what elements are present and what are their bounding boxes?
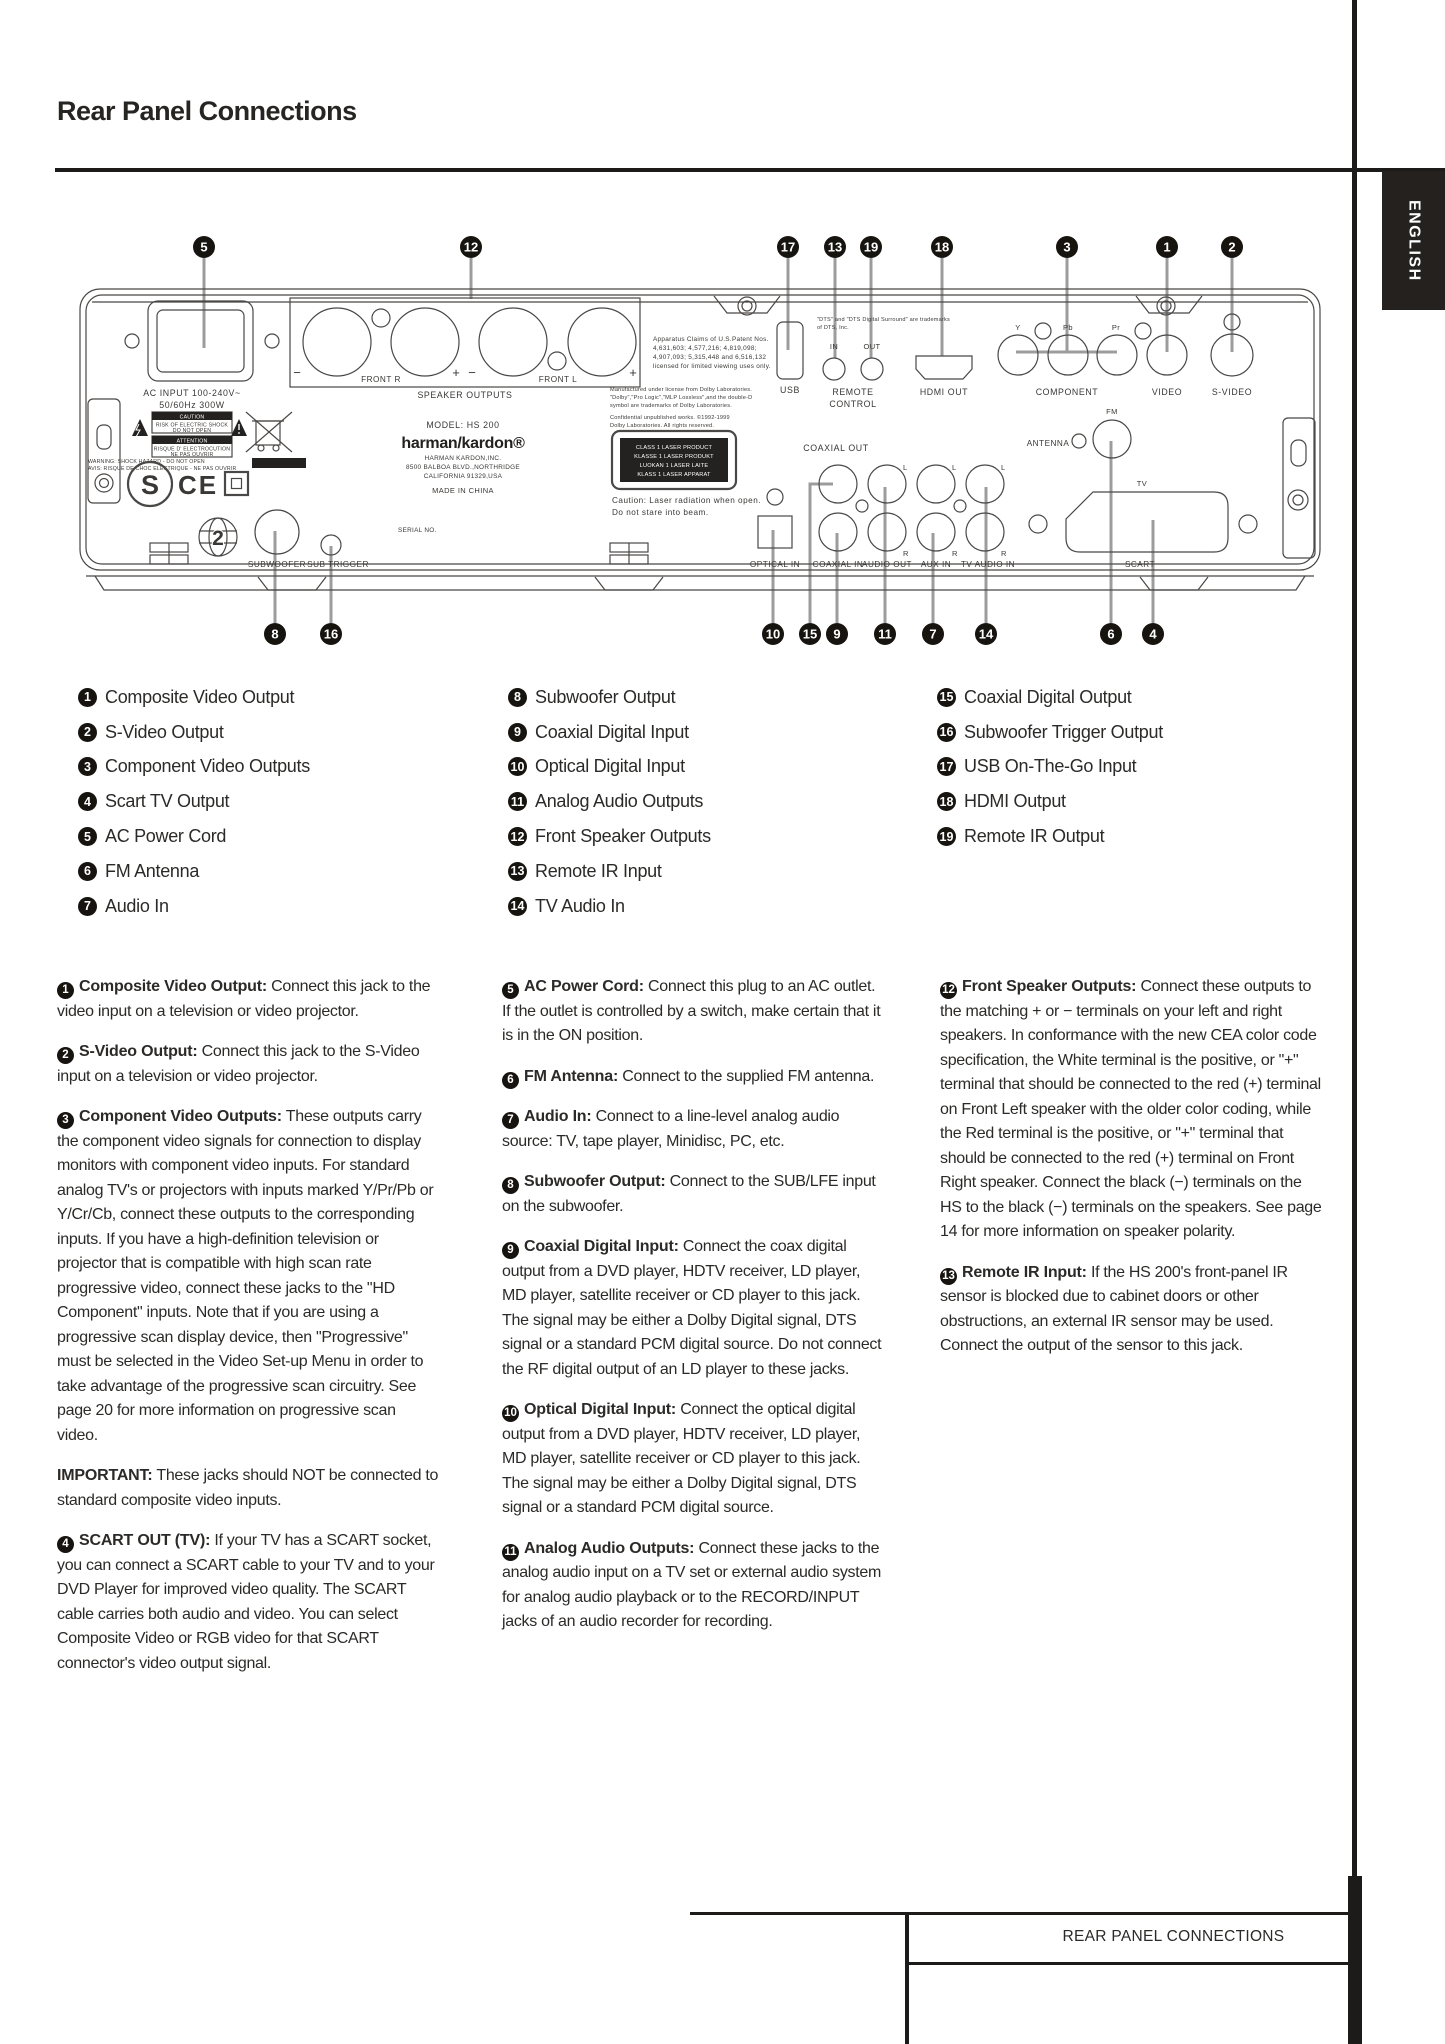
item-heading: Composite Video Output: (79, 978, 267, 995)
audio-jacks (758, 465, 1004, 551)
svg-text:KLASSE 1 LASER PRODUKT: KLASSE 1 LASER PRODUKT (634, 454, 714, 460)
ac-input-label-1: AC INPUT 100-240V~ (143, 388, 241, 398)
svg-text:of DTS, Inc.: of DTS, Inc. (817, 325, 849, 331)
svg-text:17: 17 (780, 239, 796, 255)
item-heading: Subwoofer Output: (524, 1173, 666, 1190)
item-heading: SCART OUT (TV): (79, 1532, 211, 1549)
section-coaxial-digital-input (502, 1235, 884, 1382)
front-l-label: FRONT L (538, 375, 578, 384)
item-heading: S-Video Output: (79, 1043, 198, 1060)
svg-text:16: 16 (323, 626, 339, 642)
body-column-2 (502, 975, 884, 1651)
rear-panel-diagram (0, 178, 1445, 668)
video-label: VIDEO (1151, 387, 1183, 397)
item-body: Connect these jacks to the analog audio input on a TV set or external audio system for analog audio playback or to the RECORD/INPUT jacks of an audio recorder for recording. (502, 1539, 882, 1630)
tv-label: TV (1136, 479, 1148, 488)
item-heading: Optical Digital Input: (524, 1401, 677, 1418)
remote-label-2: CONTROL (829, 399, 877, 409)
legend-item: 10 Optical Digital Input (508, 750, 711, 785)
attention-title: ATTENTION (176, 438, 208, 445)
fm-label: FM (1106, 407, 1118, 416)
section-remote-ir-input (940, 1261, 1322, 1359)
weee-bin-icon (246, 412, 292, 452)
item-number-badge: 13 (940, 1268, 957, 1285)
item-body: These jacks should NOT be connected to standard composite video inputs. (57, 1467, 439, 1509)
item-number-badge: 2 (57, 1047, 74, 1064)
l-label-3: L (1001, 463, 1006, 472)
coaxial-in-label: COAXIAL IN (812, 560, 864, 569)
section-scart-out (57, 1529, 439, 1676)
ac-input-label-2: 50/60Hz 300W (159, 400, 225, 410)
brand-addr1: 8500 BALBOA BLVD.,NORTHRIDGE (405, 464, 521, 471)
item-body: If your TV has a SCART socket, you can connect a SCART cable to your TV and to your DVD Player for improved video quality. The SCART cable carries both audio and video. You can select Composite Video or RGB video for that SCART connector's video output signal. (57, 1532, 435, 1672)
item-number-badge: 1 (57, 982, 74, 999)
y-label: Y (1015, 323, 1021, 332)
svg-text:6: 6 (1107, 626, 1115, 642)
svg-text:5: 5 (200, 239, 208, 255)
aux-in-label: AUX IN (920, 560, 952, 569)
svg-text:4,631,603; 4,577,216; 4,819,: 4,631,603; 4,577,216; 4,819,098; (653, 345, 757, 352)
remote-out-jack (861, 358, 883, 380)
svg-text:Apparatus Claims of U.S.Pat: Apparatus Claims of U.S.Patent Nos. (653, 336, 769, 343)
brand-co: HARMAN KARDON,INC. (424, 455, 502, 462)
remote-label-1: REMOTE (832, 387, 874, 397)
caution-line1: RISK OF ELECTRIC SHOCK (155, 422, 229, 429)
r-label-1: R (903, 549, 909, 558)
item-number-badge: 3 (57, 1112, 74, 1129)
svg-text:CLASS 1 LASER PRODUCT: CLASS 1 LASER PRODUCT (635, 445, 713, 451)
antenna-label: ANTENNA (1026, 439, 1070, 448)
laser-caution-line2: Do not stare into beam. (612, 508, 709, 517)
language-tab-label: ENGLISH (1405, 199, 1423, 282)
usb-port (777, 322, 803, 379)
section-optical-digital-input (502, 1398, 884, 1521)
svg-text:Manufactured under license fro: Manufactured under license from Dolby Laboratories. (610, 387, 753, 393)
pr-label: Pr (1111, 323, 1121, 332)
plus-label-2: + (629, 365, 637, 380)
svg-text:"DTS" and "DTS Digital Surroun: "DTS" and "DTS Digital Surround" are trademarks (817, 317, 950, 323)
item-body: Connect these outputs to the matching + or − terminals on your left and right speakers. In conformance with the new CEA color code specification, the White terminal is the positive, or "+" terminal that should be connected to the red (+) terminal on Front Left speaker with the older color coding, while the Red terminal is the positive, or "+" terminal that should be connected to the red (+) terminal on Front Right speaker. Connect the black (−) terminals on the HS to the black (−) terminals on the speakers. See page 14 for more information on speaker polarity. (940, 978, 1322, 1240)
item-number-badge: 5 (502, 982, 519, 999)
ac-inlet (125, 301, 279, 381)
pb-label: Pb (1063, 323, 1073, 332)
svg-text:4: 4 (1149, 626, 1157, 642)
l-label-1: L (903, 463, 908, 472)
scart-connector (1066, 492, 1228, 552)
s-video-label: S-VIDEO (1211, 387, 1253, 397)
svg-text:Dolby Laboratories. All rights: Dolby Laboratories. All rights reserved. (610, 423, 715, 429)
r-label-3: R (1001, 549, 1007, 558)
coaxial-out-label: COAXIAL OUT (803, 443, 869, 453)
legend-item: 18 HDMI Output (937, 784, 1163, 819)
serial-label: SERIAL NO. (398, 527, 437, 534)
svg-text:symbol are trademarks of Dolby: symbol are trademarks of Dolby Laboratories. (610, 403, 732, 409)
svg-text:"Dolby","Pro Logic","MLP Lossl: "Dolby","Pro Logic","MLP Lossless",and the double-D (610, 395, 753, 401)
title-rule (55, 168, 1445, 172)
audio-out-label: AUDIO OUT (862, 560, 912, 569)
item-body: Connect to the SUB/LFE input on the subwoofer. (502, 1173, 876, 1215)
minus-label-1: − (293, 365, 301, 380)
made-in-label: MADE IN CHINA (432, 486, 494, 495)
item-body: Connect this jack to the S-Video input on a television or video projector. (57, 1043, 420, 1085)
item-heading: Remote IR Input: (962, 1263, 1087, 1281)
svg-text:2: 2 (1228, 239, 1236, 255)
item-body: Connect the coax digital output from a DVD player, HDTV receiver, LD player, MD player, satellite receiver or CD player to this jack. The signal may be either a Dolby Digital signal, DTS signal or a standard PCM digital source. Do not connect the RF digital output of an LD player to these jacks. (502, 1238, 882, 1378)
item-body: Connect this plug to an AC outlet. If the outlet is controlled by a switch, make certain that it is in the ON position. (502, 978, 881, 1044)
footer-title: REAR PANEL CONNECTIONS (1062, 1928, 1285, 1945)
item-number-badge: 12 (940, 982, 957, 999)
remote-in-label: IN (829, 342, 839, 351)
brand-addr2: CALIFORNIA 91329,USA (423, 473, 503, 480)
legend-item: 13 Remote IR Input (508, 854, 711, 889)
svg-text:19: 19 (863, 239, 879, 255)
legend-item: 9 Coaxial Digital Input (508, 715, 711, 750)
antenna-hole (1072, 434, 1086, 448)
caution-title: CAUTION (179, 414, 205, 421)
page-title: Rear Panel Connections (57, 96, 357, 126)
legend-item: 14 TV Audio In (508, 889, 711, 924)
svg-text:3: 3 (1063, 239, 1071, 255)
section-fm-antenna (502, 1065, 884, 1090)
laser-caution-line1: Caution: Laser radiation when open. (612, 496, 762, 505)
svg-text:KLASS 1 LASER APPARAT: KLASS 1 LASER APPARAT (637, 472, 711, 478)
legend-item: 8 Subwoofer Output (508, 680, 711, 715)
svg-text:10: 10 (765, 626, 781, 642)
legend-item: 15 Coaxial Digital Output (937, 680, 1163, 715)
svg-text:4,907,093; 5,315,448 and 6,: 4,907,093; 5,315,448 and 6,516,132 (653, 354, 767, 361)
component-label: COMPONENT (1035, 387, 1099, 397)
legend-item: 4 Scart TV Output (78, 784, 310, 819)
item-heading: IMPORTANT: (57, 1467, 153, 1484)
body-column-3 (940, 975, 1322, 1375)
footer-bottom-rule (905, 1962, 1352, 1965)
warning-line1: WARNING: SHOCK HAZARD - DO NOT OPEN (88, 459, 205, 465)
item-heading: Audio In: (524, 1108, 592, 1125)
ce-mark: CE (177, 470, 219, 500)
globe-mark-number: 2 (212, 527, 224, 550)
item-body: Connect this jack to the video input on a television or video projector. (57, 978, 431, 1020)
svg-text:7: 7 (929, 626, 937, 642)
remote-in-jack (823, 358, 845, 380)
item-heading: Analog Audio Outputs: (524, 1539, 695, 1557)
section-ac-power-cord (502, 975, 884, 1049)
item-number-badge: 7 (502, 1112, 519, 1129)
usb-label: USB (780, 385, 800, 395)
speaker-outputs (290, 298, 640, 387)
speaker-outputs-label: SPEAKER OUTPUTS (417, 390, 513, 400)
item-number-badge: 4 (57, 1536, 74, 1553)
item-number-badge: 10 (502, 1405, 519, 1422)
svg-text:8: 8 (271, 626, 279, 642)
legend-column-3 (937, 680, 1163, 854)
l-label-2: L (952, 463, 957, 472)
legend-item: 5 AC Power Cord (78, 819, 310, 854)
attention-line1: RISQUE D' ELECTROCUTION (153, 446, 231, 453)
section-analog-audio-outputs (502, 1537, 884, 1635)
minus-label-2: − (468, 365, 476, 380)
model-label: MODEL: HS 200 (426, 420, 500, 430)
hdmi-out-label: HDMI OUT (919, 387, 969, 397)
patent-text (653, 336, 771, 370)
legend-column-2 (508, 680, 711, 924)
item-body: If the HS 200's front-panel IR sensor is blocked due to cabinet doors or other obstructions, an external IR sensor may be used. Connect the output of the sensor to this jack. (940, 1263, 1288, 1354)
scart-label: SCART (1124, 560, 1156, 569)
item-heading: AC Power Cord: (524, 978, 644, 995)
svg-text:Confidential unpublished works: Confidential unpublished works. ©1992-1999 (610, 415, 730, 421)
legend-item: 16 Subwoofer Trigger Output (937, 715, 1163, 750)
svg-text:13: 13 (827, 239, 843, 255)
item-body: Connect to a line-level analog audio source: TV, tape player, Minidisc, PC, etc. (502, 1108, 840, 1150)
hdmi-port (916, 356, 972, 379)
dts-text (817, 317, 950, 331)
remote-out-label: OUT (863, 342, 881, 351)
legend-item: 17 USB On-The-Go Input (937, 750, 1163, 785)
legend-item: 11 Analog Audio Outputs (508, 784, 711, 819)
item-number-badge: 6 (502, 1072, 519, 1089)
svg-text:11: 11 (878, 626, 892, 642)
section-front-speaker-outputs (940, 975, 1322, 1245)
lightning-triangle-icon (132, 419, 148, 436)
plus-label-1: + (452, 365, 460, 380)
svg-text:14: 14 (978, 626, 994, 642)
legend-item: 6 FM Antenna (78, 854, 310, 889)
sub-trigger-label: SUB TRIGGER (307, 560, 369, 569)
subwoofer-jack (255, 510, 299, 554)
front-r-label: FRONT R (361, 375, 401, 384)
section-composite-video-output (57, 975, 439, 1024)
svg-text:1: 1 (1163, 239, 1171, 255)
tv-audio-in-label: TV AUDIO IN (960, 560, 1016, 569)
item-heading: Front Speaker Outputs: (962, 978, 1137, 995)
svg-text:9: 9 (833, 626, 841, 642)
item-heading: Component Video Outputs: (79, 1108, 282, 1125)
legend-item: 12 Front Speaker Outputs (508, 819, 711, 854)
component-jacks (998, 323, 1151, 375)
svg-text:15: 15 (802, 626, 818, 642)
legend-item: 7 Audio In (78, 889, 310, 924)
item-body: These outputs carry the component video signals for connection to display monitors with component video inputs. For standard analog TV's or projectors with inputs marked Y/Pr/Pb or Y/Cr/Cb, connect these outputs to the corresponding inputs. If you have a high-definition television or projector that is compatible with high scan rate progressive video, connect these jacks to the "HD Component" inputs. Note that if you are using a progressive scan display device, then "Progressive" must be selected in the Video Set-up Menu in order to take advantage of the progressive scan circuitry. See page 20 for more information on progressive scan video. (57, 1108, 434, 1444)
s-mark: S (140, 470, 160, 500)
item-heading: FM Antenna: (524, 1067, 619, 1085)
section-important-note (57, 1464, 439, 1513)
subwoofer-label: SUBWOOFER (247, 560, 307, 569)
section-subwoofer-output (502, 1170, 884, 1219)
item-body: Connect the optical digital output from a DVD player, HDTV receiver, LD player, MD player, satellite receiver or CD player to this jack. The signal may be either a Dolby Digital signal, DTS signal or a standard PCM digital source. (502, 1401, 861, 1516)
laser-label (612, 431, 736, 489)
legend-item: 3 Component Video Outputs (78, 750, 310, 785)
item-number-badge: 11 (502, 1544, 519, 1561)
attention-line2: NE PAS OUVRIR (170, 452, 214, 458)
certification-marks (128, 462, 248, 556)
section-audio-in (502, 1105, 884, 1154)
legend-item: 2 S-Video Output (78, 715, 310, 750)
svg-text:LUOKAN 1 LASER LAITE: LUOKAN 1 LASER LAITE (639, 463, 709, 469)
legend-column-1 (78, 680, 310, 924)
item-body: Connect to the supplied FM antenna. (622, 1067, 875, 1085)
caution-line2: DO NOT OPEN (172, 428, 212, 434)
optical-in-label: OPTICAL IN (749, 560, 801, 569)
svg-text:18: 18 (934, 239, 950, 255)
warning-line2: AVIS: RISQUE DE CHOC ELECTRIQUE - NE PAS OUVRIR (88, 466, 237, 472)
r-label-2: R (952, 549, 958, 558)
item-heading: Coaxial Digital Input: (524, 1238, 679, 1255)
item-number-badge: 9 (502, 1242, 519, 1259)
legend-item: 1 Composite Video Output (78, 680, 310, 715)
section-component-video-outputs (57, 1105, 439, 1448)
svg-text:licensed for limited viewin: licensed for limited viewing uses only. (653, 363, 771, 370)
brand-logo: harman/kardon® (401, 435, 525, 452)
dolby-text (610, 387, 752, 429)
item-number-badge: 8 (502, 1177, 519, 1194)
section-s-video-output (57, 1040, 439, 1089)
legend-item: 19 Remote IR Output (937, 819, 1163, 854)
svg-text:12: 12 (463, 239, 479, 255)
body-column-1 (57, 975, 439, 1692)
